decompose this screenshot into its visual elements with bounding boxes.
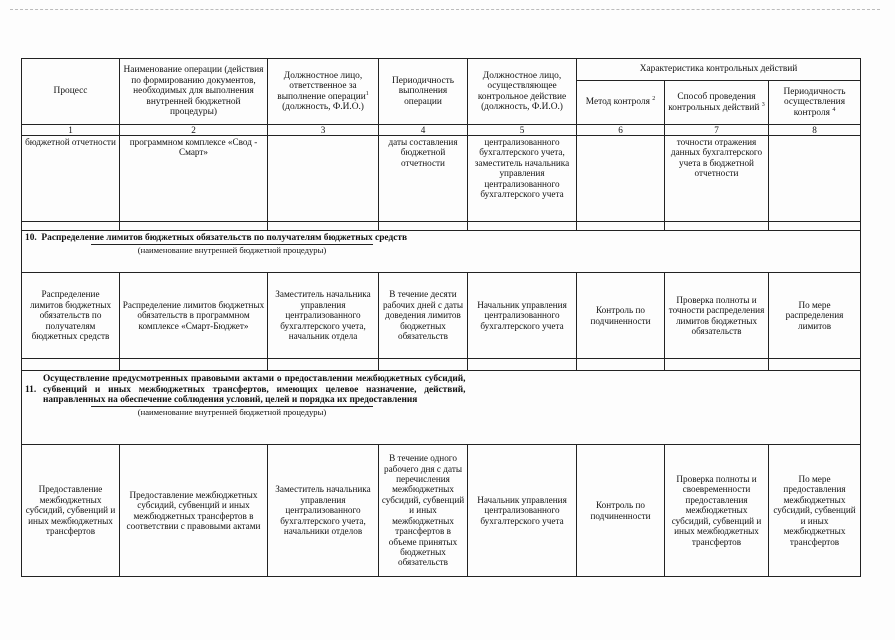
table-cell: даты составления бюджетной отчетности: [379, 136, 468, 222]
section-11-row: [22, 445, 861, 577]
section-11-title: Осуществление предусмотренных правовыми актами о предоставлении межбюджетных субсидий, субвенций и иных межбюджетных трансфертов, имеющих целевое назначение, действий, направленных на обеспечение соблюдения условий, целей и порядка их предоставления: [43, 374, 466, 406]
column-number: 1: [22, 125, 120, 136]
table-cell: В течение десяти рабочих дней с даты доведения лимитов бюджетных обязательств: [379, 273, 468, 359]
column-number-row: [22, 125, 861, 136]
table-cell: Предоставление межбюджетных субсидий, субвенций и иных межбюджетных трансфертов в соответствии с правовыми актами: [120, 445, 268, 577]
empty-row: [22, 359, 861, 371]
header-control-method: Метод контроля $^2$: [577, 81, 665, 125]
table-cell: В течение одного рабочего дня с даты перечисления межбюджетных субсидий, субвенций и иных межбюджетных трансфертов в объеме принятых бюджетных обязательств: [379, 445, 468, 577]
table-cell: Проверка полноты и точности распределения лимитов бюджетных обязательств: [665, 273, 769, 359]
section-10-heading-row: [22, 231, 861, 273]
header-process: Процесс: [22, 59, 120, 125]
column-number: 5: [468, 125, 577, 136]
table-cell: Заместитель начальника управления централизованного бухгалтерского учета, начальник отдела: [268, 273, 379, 359]
table-cell: Контроль по подчиненности: [577, 273, 665, 359]
column-number: 4: [379, 125, 468, 136]
column-number: 2: [120, 125, 268, 136]
control-procedures-table: [21, 58, 861, 577]
table-cell: централизованного бухгалтерского учета, заместитель начальника управления централизованного бухгалтерского учета: [468, 136, 577, 222]
header-control-periodicity: Периодичность осуществления контроля $^4$: [769, 81, 861, 125]
header-row-1: [22, 59, 861, 81]
table-cell: Предоставление межбюджетных субсидий, субвенций и иных межбюджетных трансфертов: [22, 445, 120, 577]
column-number: 7: [665, 125, 769, 136]
table-cell: Начальник управления централизованного бухгалтерского учета: [468, 445, 577, 577]
section-11-subtitle: (наименование внутренней бюджетной процедуры): [91, 406, 373, 417]
section-11-number: 11.: [25, 384, 37, 395]
header-responsible-person: Должностное лицо, ответственное за выполнение операции$^1$ (должность, Ф.И.О.): [268, 59, 379, 125]
section-11-heading-row: [22, 371, 861, 445]
section-11-title-wrap: [25, 374, 466, 406]
column-number: 3: [268, 125, 379, 136]
table-cell: [769, 136, 861, 222]
table-cell: Распределение лимитов бюджетных обязательств в программном комплексе «Смарт-Бюджет»: [120, 273, 268, 359]
table-cell: [268, 136, 379, 222]
header-operation-name: Наименование операции (действия по формированию документов, необходимых для выполнения внутренней бюджетной процедуры): [120, 59, 268, 125]
header-control-person: Должностное лицо, осуществляющее контрольное действие (должность, Ф.И.О.): [468, 59, 577, 125]
table-cell: [577, 136, 665, 222]
table-cell: Заместитель начальника управления централизованного бухгалтерского учета, начальники отделов: [268, 445, 379, 577]
section-10-title: 10. Распределение лимитов бюджетных обязательств по получателям бюджетных средств: [25, 233, 408, 243]
table-cell: Распределение лимитов бюджетных обязательств по получателям бюджетных средств: [22, 273, 120, 359]
column-number: 6: [577, 125, 665, 136]
header-control-way: Способ проведения контрольных действий $^3$: [665, 81, 769, 125]
section-10-subtitle: (наименование внутренней бюджетной процедуры): [91, 244, 373, 255]
table-cell: программном комплексе «Свод - Смарт»: [120, 136, 268, 222]
table-cell: точности отражения данных бухгалтерского учета в бюджетной отчетности: [665, 136, 769, 222]
table-cell: Начальник управления централизованного бухгалтерского учета: [468, 273, 577, 359]
section-10-heading: [22, 231, 468, 273]
header-periodicity: Периодичность выполнения операции: [379, 59, 468, 125]
table-cell: Контроль по подчиненности: [577, 445, 665, 577]
header-control-characteristics: Характеристика контрольных действий: [577, 59, 861, 81]
table-cell: По мере распределения лимитов: [769, 273, 861, 359]
table-cell: Проверка полноты и своевременности предоставления межбюджетных субсидий, субвенций и иных межбюджетных трансфертов: [665, 445, 769, 577]
continuation-row: [22, 136, 861, 222]
empty-row: [22, 222, 861, 231]
table-cell: бюджетной отчетности: [22, 136, 120, 222]
top-dashed-line: [10, 9, 880, 10]
table-cell: По мере предоставления межбюджетных субсидий, субвенций и иных межбюджетных трансфертов: [769, 445, 861, 577]
column-number: 8: [769, 125, 861, 136]
section-10-row: [22, 273, 861, 359]
section-11-heading: [22, 371, 468, 445]
